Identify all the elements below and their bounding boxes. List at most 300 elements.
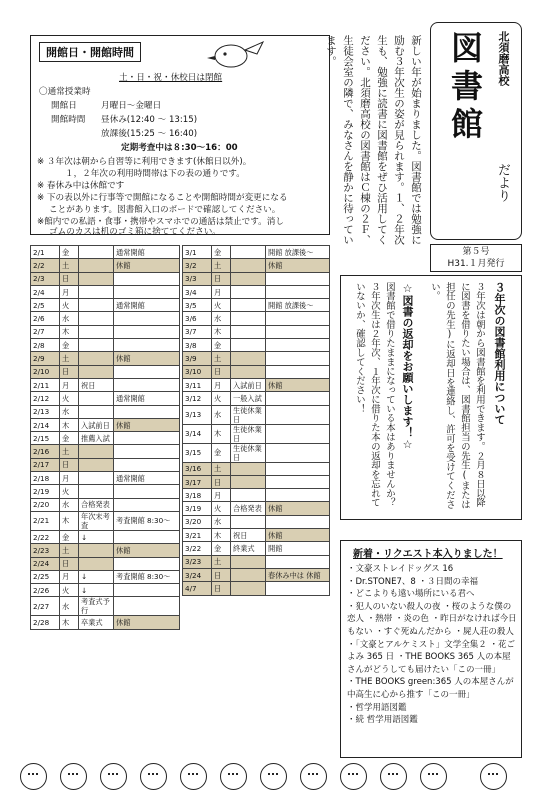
book-item: ・どこよりも遠い場所にいる君へ: [347, 589, 475, 600]
schedule-row: [183, 582, 330, 595]
weekday-cell: 日: [60, 365, 79, 378]
masthead-title: 図 書 館: [450, 29, 483, 143]
book-item: ・Dr.STONE7、8 ・３日間の幸福: [347, 576, 478, 587]
date-cell: 2/26: [31, 584, 60, 597]
rooster-icon: [380, 763, 407, 790]
event-cell: [231, 582, 266, 595]
note-1: ※ ３年次は朝から自習等に利用できます(休館日以外)。: [37, 157, 252, 167]
date-cell: 3/18: [183, 489, 212, 502]
date-cell: 3/23: [183, 555, 212, 568]
schedule-row: [183, 475, 330, 488]
return-body-2: 図書館で借りたままになっている本はありませんか？３年次生は２年次、１年次に借りた本の返却を忘れていないか、確認してください！: [354, 282, 395, 508]
weekday-cell: 水: [212, 312, 231, 325]
event-cell: 一般入試: [231, 392, 266, 405]
schedule-row: [31, 246, 180, 259]
status-cell: [266, 312, 330, 325]
schedule-row: [183, 312, 330, 325]
event-cell: [231, 339, 266, 352]
status-cell: [266, 272, 330, 285]
book-item: ・続 哲学用語図鑑: [347, 715, 418, 726]
rat-icon: [20, 763, 47, 790]
sheep-icon: [300, 763, 327, 790]
new-books-box: [340, 540, 522, 758]
date-cell: 3/11: [183, 378, 212, 391]
date-cell: 3/22: [183, 542, 212, 555]
schedule-row: [31, 259, 180, 272]
status-cell: [266, 424, 330, 443]
after-time: 放課後(15:25 〜 16:40): [101, 129, 198, 139]
schedule-row: [183, 378, 330, 391]
status-cell: [114, 530, 180, 543]
status-cell: 休館: [114, 418, 180, 431]
note-2: １，２年次の利用時間帯は下の表の通りです。: [65, 169, 245, 179]
event-cell: 生徒休業日: [231, 405, 266, 424]
weekday-cell: 木: [212, 424, 231, 443]
schedule-row: [31, 498, 180, 511]
status-cell: [114, 285, 180, 298]
rabbit-icon: [140, 763, 167, 790]
weekday-cell: 土: [212, 555, 231, 568]
dayori: だより: [495, 163, 510, 202]
date-cell: 2/5: [31, 299, 60, 312]
exam-time: 定期考査中は８:30〜16：00: [121, 143, 238, 153]
event-cell: ↓: [79, 584, 114, 597]
date-cell: 2/15: [31, 432, 60, 445]
days-value: 月曜日〜金曜日: [101, 101, 162, 111]
event-cell: [231, 462, 266, 475]
weekday-cell: 土: [60, 544, 79, 557]
date-cell: 2/28: [31, 616, 60, 629]
date-cell: 3/20: [183, 515, 212, 528]
schedule-row: [183, 285, 330, 298]
dog-icon: [420, 763, 447, 790]
weekday-cell: 火: [60, 299, 79, 312]
return-heading-2: ☆図書の返却をお願いします！☆: [401, 282, 414, 451]
weekday-cell: 火: [212, 502, 231, 515]
weekday-cell: 金: [60, 432, 79, 445]
event-cell: [231, 489, 266, 502]
status-cell: [114, 485, 180, 498]
weekday-cell: 日: [212, 582, 231, 595]
schedule-row: [31, 432, 180, 445]
note-7: ゴムのカスは机のゴミ箱に捨ててください。: [49, 227, 221, 237]
event-cell: [79, 259, 114, 272]
schedule-row: [183, 325, 330, 338]
weekday-cell: 金: [212, 339, 231, 352]
weekday-cell: 土: [60, 445, 79, 458]
snake-icon: [220, 763, 247, 790]
weekday-cell: 木: [212, 325, 231, 338]
event-cell: [231, 555, 266, 568]
schedule-row: [31, 458, 180, 471]
event-cell: [79, 365, 114, 378]
weekday-cell: 日: [60, 557, 79, 570]
time-label: 開館時間: [51, 115, 86, 125]
weekday-cell: 金: [212, 542, 231, 555]
intro-text: 新しい年が始まりました。図書館では勉強に励む３年次生の姿が見られます。１、２年次生も、勉強に読書に図書館をぜひ活用してください。北須磨高校の図書館はＣ棟の２Ｆ、生徒会室の隣で、みなさんを静かに待っています。: [325, 35, 422, 245]
weekday-cell: 火: [212, 299, 231, 312]
weekday-cell: 月: [60, 285, 79, 298]
date-cell: 3/9: [183, 352, 212, 365]
status-cell: 休館: [114, 259, 180, 272]
date-cell: 3/14: [183, 424, 212, 443]
date-cell: 3/5: [183, 299, 212, 312]
weekday-cell: 月: [212, 378, 231, 391]
date-cell: 2/11: [31, 378, 60, 391]
schedule-row: [31, 418, 180, 431]
date-cell: 2/3: [31, 272, 60, 285]
status-cell: 考査開館 8:30〜: [114, 511, 180, 530]
date-cell: 3/13: [183, 405, 212, 424]
date-cell: 2/13: [31, 405, 60, 418]
schedule-row: [31, 299, 180, 312]
schedule-row: [183, 529, 330, 542]
event-cell: [231, 246, 266, 259]
schedule-row: [31, 445, 180, 458]
schedule-row: [183, 424, 330, 443]
issue-number: 第５号: [462, 247, 490, 257]
weekday-cell: 水: [212, 515, 231, 528]
status-cell: [114, 498, 180, 511]
status-cell: [266, 339, 330, 352]
issue-date: H31.１月発行: [447, 259, 505, 269]
status-cell: [266, 582, 330, 595]
weekday-cell: 日: [212, 365, 231, 378]
status-cell: [114, 325, 180, 338]
schedule-row: [183, 462, 330, 475]
event-cell: 生徒休業日: [231, 424, 266, 443]
schedule-row: [183, 489, 330, 502]
weekday-cell: 月: [212, 285, 231, 298]
schedule-row: [31, 597, 180, 616]
status-cell: [266, 462, 330, 475]
weekday-cell: 月: [60, 378, 79, 391]
event-cell: [79, 458, 114, 471]
weekday-cell: 水: [212, 405, 231, 424]
status-cell: 考査開館 8:30〜: [114, 570, 180, 583]
date-cell: 3/17: [183, 475, 212, 488]
date-cell: 3/8: [183, 339, 212, 352]
status-cell: [266, 365, 330, 378]
schedule-row: [31, 392, 180, 405]
weekday-cell: 木: [212, 529, 231, 542]
status-cell: 開館 放課後〜: [266, 246, 330, 259]
book-item: ・文豪ストレイドッグス 16: [347, 564, 454, 574]
lunch-time: 昼休み(12:40 〜 13:15): [101, 115, 198, 125]
weekday-cell: 木: [60, 418, 79, 431]
weekday-cell: 金: [60, 339, 79, 352]
schedule-row: [183, 246, 330, 259]
status-cell: 通常開館: [114, 392, 180, 405]
status-cell: 休館: [114, 616, 180, 629]
weekday-cell: 水: [60, 312, 79, 325]
regular-label: 〇通常授業時: [39, 87, 91, 97]
weekday-cell: 日: [212, 272, 231, 285]
event-cell: [79, 299, 114, 312]
book-item: ・THE BOOKS green:365 人の本屋さんが中高生に心から推す「この一冊」: [347, 677, 514, 700]
march-schedule: [182, 245, 330, 596]
hours-heading: 開館日・開館時間: [39, 42, 141, 62]
monkey-icon: [340, 763, 367, 790]
status-cell: [114, 272, 180, 285]
schedule-row: [183, 272, 330, 285]
status-cell: 休館: [266, 529, 330, 542]
event-cell: [231, 325, 266, 338]
masthead: [430, 22, 522, 240]
date-cell: 2/23: [31, 544, 60, 557]
event-cell: [79, 445, 114, 458]
date-cell: 2/21: [31, 511, 60, 530]
event-cell: 合格発表: [231, 502, 266, 515]
date-cell: 2/9: [31, 352, 60, 365]
schedule-row: [31, 544, 180, 557]
status-cell: [114, 584, 180, 597]
date-cell: 3/2: [183, 259, 212, 272]
date-cell: 2/7: [31, 325, 60, 338]
schedule-row: [183, 405, 330, 424]
weekday-cell: 火: [60, 584, 79, 597]
schedule-row: [31, 511, 180, 530]
weekday-cell: 日: [212, 568, 231, 581]
ox-icon: [60, 763, 87, 790]
february-schedule: [30, 245, 180, 630]
date-cell: 3/19: [183, 502, 212, 515]
schedule-row: [31, 584, 180, 597]
weekday-cell: 土: [212, 462, 231, 475]
weekday-cell: 木: [60, 616, 79, 629]
schedule-row: [183, 259, 330, 272]
event-cell: [79, 325, 114, 338]
event-cell: 入試前日: [231, 378, 266, 391]
date-cell: 3/12: [183, 392, 212, 405]
event-cell: [79, 246, 114, 259]
weekday-cell: 火: [60, 392, 79, 405]
issue-box: [430, 244, 522, 272]
status-cell: [266, 555, 330, 568]
schedule-row: [183, 392, 330, 405]
date-cell: 4/7: [183, 582, 212, 595]
event-cell: [79, 312, 114, 325]
schedule-row: [183, 555, 330, 568]
status-cell: [114, 312, 180, 325]
status-cell: [114, 458, 180, 471]
event-cell: 祝日: [79, 378, 114, 391]
status-cell: [266, 285, 330, 298]
status-cell: 通常開館: [114, 246, 180, 259]
weekday-cell: 金: [60, 246, 79, 259]
event-cell: 祝日: [231, 529, 266, 542]
event-cell: [231, 299, 266, 312]
status-cell: 開館: [266, 542, 330, 555]
weekday-cell: 日: [60, 458, 79, 471]
status-cell: 通常開館: [114, 472, 180, 485]
schedule-row: [183, 568, 330, 581]
event-cell: 考査式予行: [79, 597, 114, 616]
event-cell: [79, 557, 114, 570]
event-cell: ↓: [79, 570, 114, 583]
date-cell: 3/7: [183, 325, 212, 338]
event-cell: [79, 544, 114, 557]
schedule-row: [31, 365, 180, 378]
schedule-row: [183, 299, 330, 312]
event-cell: [231, 285, 266, 298]
date-cell: 2/1: [31, 246, 60, 259]
event-cell: [231, 365, 266, 378]
event-cell: [79, 485, 114, 498]
status-cell: 休館: [114, 352, 180, 365]
event-cell: 生徒休業日: [231, 443, 266, 462]
weekday-cell: 土: [60, 352, 79, 365]
event-cell: [79, 272, 114, 285]
date-cell: 2/16: [31, 445, 60, 458]
event-cell: [79, 472, 114, 485]
note-3: ※ 春休み中は休館です: [37, 181, 125, 191]
tiger-icon: [100, 763, 127, 790]
schedule-row: [183, 542, 330, 555]
weekday-cell: 木: [60, 325, 79, 338]
date-cell: 3/3: [183, 272, 212, 285]
book-item: ・犯人のいない殺人の夜 ・桜のような僕の恋人 ・熱帯 ・炎の色 ・昨日がなければ今日もない ・すぐ死ぬんだから ・屍人荘の殺人 ・「文豪とアルケミスト」文学全集２ ・花ごよみ 365 日 ・THE BOOKS 365 人の本屋さんがどうしても届けたい「この一冊」: [347, 601, 517, 675]
status-cell: 開館 放課後〜: [266, 299, 330, 312]
event-cell: [231, 568, 266, 581]
event-cell: 年次末考査: [79, 511, 114, 530]
schedule-row: [183, 443, 330, 462]
holiday-note: 土・日・祝・休校日は閉館: [119, 73, 223, 83]
date-cell: 2/27: [31, 597, 60, 616]
note-4: ※ 下の表以外に行事等で開館になることや開館時間が変更になる: [37, 193, 288, 203]
schedule-row: [31, 485, 180, 498]
date-cell: 2/2: [31, 259, 60, 272]
status-cell: [266, 489, 330, 502]
schedule-row: [183, 339, 330, 352]
schedule-row: [31, 557, 180, 570]
status-cell: [266, 443, 330, 462]
schedule-row: [31, 325, 180, 338]
return-heading-1: ３年次の図書館利用について: [493, 282, 506, 425]
event-cell: 卒業式: [79, 616, 114, 629]
weekday-cell: 月: [60, 570, 79, 583]
event-cell: [231, 259, 266, 272]
weekday-cell: 土: [212, 352, 231, 365]
date-cell: 2/14: [31, 418, 60, 431]
status-cell: [114, 339, 180, 352]
hours-box: [30, 35, 330, 235]
date-cell: 3/24: [183, 568, 212, 581]
date-cell: 2/6: [31, 312, 60, 325]
status-cell: [266, 475, 330, 488]
schedule-row: [183, 352, 330, 365]
book-item: ・哲学用語図鑑: [347, 702, 407, 713]
event-cell: [79, 285, 114, 298]
date-cell: 2/25: [31, 570, 60, 583]
boar-icon: [480, 763, 507, 790]
weekday-cell: 火: [212, 392, 231, 405]
horse-icon: [260, 763, 287, 790]
date-cell: 2/24: [31, 557, 60, 570]
event-cell: [231, 312, 266, 325]
dragon-icon: [180, 763, 207, 790]
schedule-row: [31, 352, 180, 365]
schedule-row: [31, 312, 180, 325]
status-cell: [266, 352, 330, 365]
date-cell: 3/15: [183, 443, 212, 462]
status-cell: [266, 392, 330, 405]
weekday-cell: 日: [60, 272, 79, 285]
status-cell: 休館: [266, 502, 330, 515]
status-cell: 休館: [266, 378, 330, 391]
date-cell: 2/17: [31, 458, 60, 471]
schedule-row: [31, 616, 180, 629]
status-cell: [114, 445, 180, 458]
bird-icon: [201, 38, 271, 76]
schedule-row: [31, 405, 180, 418]
date-cell: 2/4: [31, 285, 60, 298]
weekday-cell: 金: [212, 443, 231, 462]
status-cell: 休館: [266, 259, 330, 272]
date-cell: 2/8: [31, 339, 60, 352]
event-cell: [231, 515, 266, 528]
weekday-cell: 金: [212, 246, 231, 259]
event-cell: [231, 272, 266, 285]
schedule-row: [183, 365, 330, 378]
date-cell: 2/12: [31, 392, 60, 405]
date-cell: 3/10: [183, 365, 212, 378]
event-cell: 推薦入試: [79, 432, 114, 445]
weekday-cell: 水: [60, 405, 79, 418]
weekday-cell: 日: [212, 475, 231, 488]
event-cell: [79, 352, 114, 365]
date-cell: 3/6: [183, 312, 212, 325]
status-cell: [114, 557, 180, 570]
schedule-row: [183, 515, 330, 528]
status-cell: [266, 325, 330, 338]
event-cell: [79, 405, 114, 418]
status-cell: [266, 515, 330, 528]
status-cell: [266, 405, 330, 424]
weekday-cell: 土: [60, 259, 79, 272]
new-books-heading: 新着・リクエスト本入りました！: [353, 549, 503, 560]
event-cell: [231, 352, 266, 365]
date-cell: 3/21: [183, 529, 212, 542]
days-label: 開館日: [51, 101, 77, 111]
event-cell: [79, 392, 114, 405]
event-cell: 終業式: [231, 542, 266, 555]
weekday-cell: 土: [212, 259, 231, 272]
schedule-row: [31, 272, 180, 285]
date-cell: 3/16: [183, 462, 212, 475]
date-cell: 3/4: [183, 285, 212, 298]
schedule-row: [31, 378, 180, 391]
schedule-row: [183, 502, 330, 515]
event-cell: 入試前日: [79, 418, 114, 431]
date-cell: 3/1: [183, 246, 212, 259]
note-5: ことがあります。図書館入口のボードで確認してください。: [49, 205, 281, 215]
status-cell: [114, 597, 180, 616]
date-cell: 2/10: [31, 365, 60, 378]
status-cell: 春休み中は 休館: [266, 568, 330, 581]
event-cell: ↓: [79, 530, 114, 543]
school-name: 北須磨高校: [497, 31, 510, 86]
weekday-cell: 火: [60, 485, 79, 498]
schedule-row: [31, 472, 180, 485]
status-cell: [114, 365, 180, 378]
date-cell: 2/18: [31, 472, 60, 485]
status-cell: 通常開館: [114, 299, 180, 312]
schedule-row: [31, 339, 180, 352]
schedule-row: [31, 285, 180, 298]
date-cell: 2/22: [31, 530, 60, 543]
weekday-cell: 水: [60, 597, 79, 616]
